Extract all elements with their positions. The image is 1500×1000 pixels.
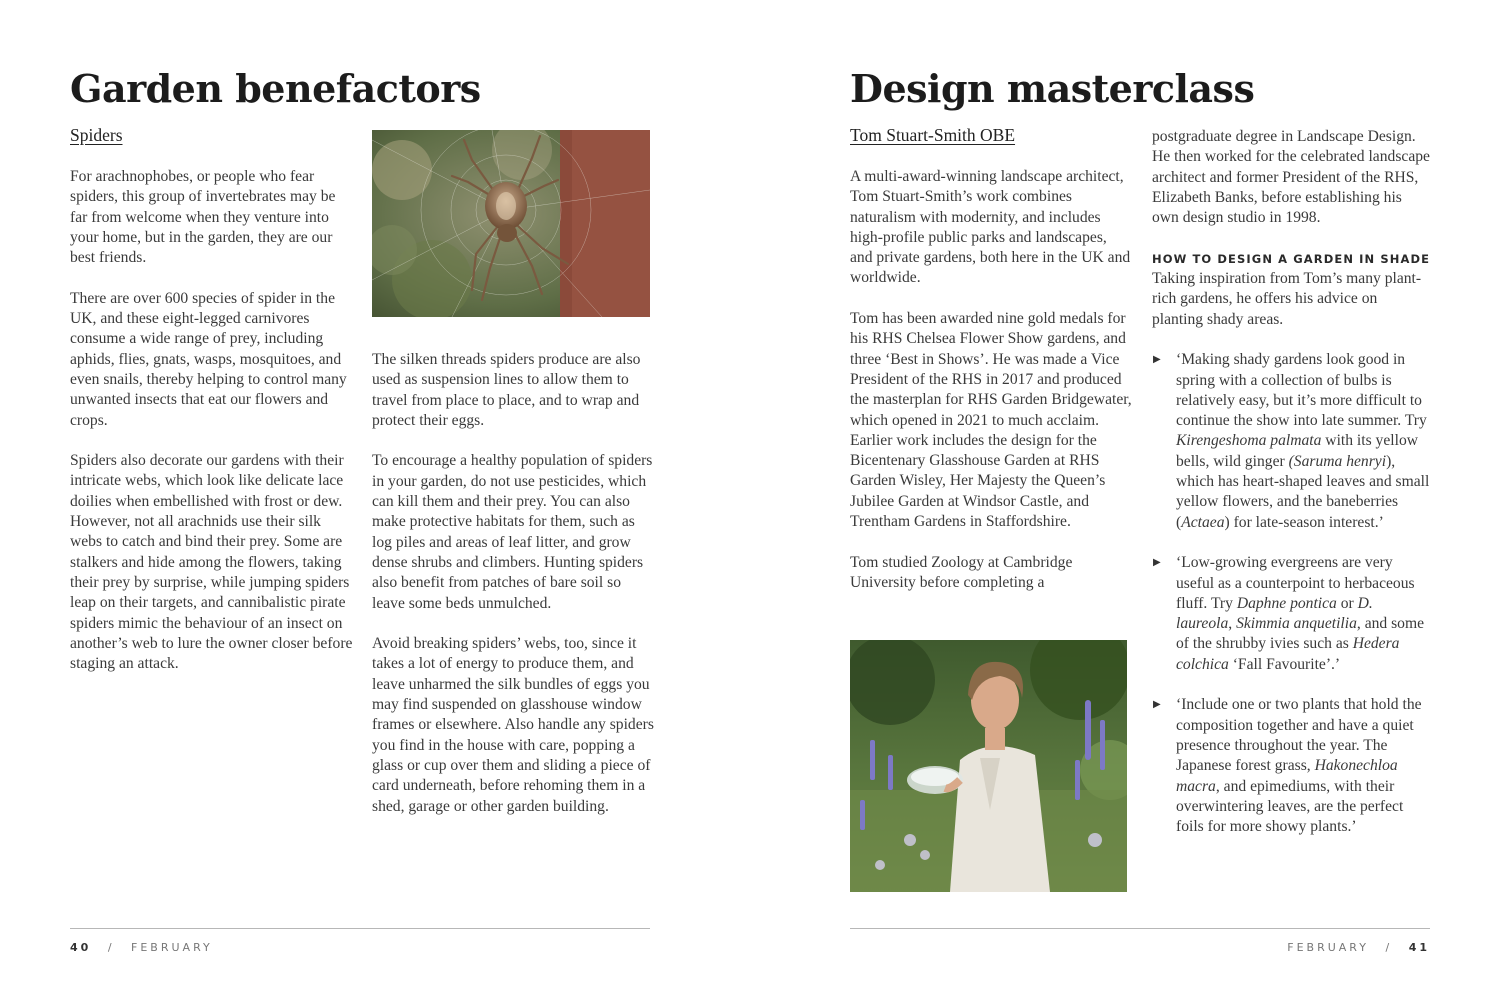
right-column-2: [1152, 127, 1432, 837]
section-intro: Taking inspiration from Tom’s many plant-rich gardens, he offers his advice on planting shady areas.: [1152, 270, 1422, 328]
portrait-photo: [850, 640, 1127, 892]
left-folio: [70, 941, 213, 954]
italic-plant-name: Hedera colchica: [1176, 635, 1400, 673]
italic-plant-name: Skimmia anquetilia: [1236, 615, 1357, 633]
right-folio: [1287, 941, 1430, 954]
right-page-subtitle: Tom Stuart-Smith OBE: [850, 125, 1016, 145]
paragraph: Tom studied Zoology at Cambridge University before completing a: [850, 553, 1073, 591]
paragraph: To encourage a healthy population of spiders in your garden, do not use pesticides, which can kill them and their prey. You can also make protective habitats for them, such as log piles and areas of leaf litter, and grow dense shrubs and climbers. Hunting spiders also benefit from patches of bare soil so leave some beds unmulched.: [372, 452, 653, 612]
page-number: 41: [1408, 941, 1430, 954]
list-item: [1152, 695, 1432, 837]
italic-plant-name: Hakonechloa macra: [1176, 757, 1398, 795]
paragraph: Spiders also decorate our gardens with their intricate webs, which look like delicate lace doilies when embellished with frost or dew. However, not all arachnids use their silk webs to catch and bind their prey. Some are stalkers and hide among the flowers, taking their prey by surprise, while jumping spiders leap on their targets, and cannibalistic pirate spiders mimic the behaviour of an insect on another’s web to lure the owner closer before staging an attack.: [70, 452, 353, 673]
text-run: , and epimediums, with their overwintering leaves, are the perfect foils for more showy plants.’: [1176, 777, 1404, 836]
italic-plant-name: Daphne pontica: [1236, 594, 1337, 612]
italic-plant-name: D. laureola: [1176, 594, 1373, 633]
spider-on-web-image: [372, 130, 650, 317]
left-column-1: [70, 167, 355, 674]
paragraph: Tom has been awarded nine gold medals for his RHS Chelsea Flower Show gardens, and three ‘Best in Shows’. He was made a Vice President of the RHS in 2017 and produced the masterplan for RHS Garden Bridgewater, which opened in 2021 to much acclaim. Earlier work includes the design for the Bicentenary Glasshouse Garden at RHS Garden Wisley, Her Majesty the Queen’s Jubilee Garden at Windsor Castle, and Trentham Gardens in Staffordshire.: [850, 310, 1132, 531]
text-run: ‘Low-growing evergreens are very useful as a counterpoint to herbaceous fluff. Try: [1176, 554, 1415, 612]
paragraph: The silken threads spiders produce are also used as suspension lines to allow them to travel from place to place, and to wrap and protect their eggs.: [372, 351, 641, 429]
text-run: or: [1336, 594, 1358, 612]
text-run: ), which has heart-shaped leaves and small yellow flowers, and the baneberries (: [1176, 452, 1430, 531]
text-run: ‘Fall Favourite’.’: [1228, 655, 1341, 673]
right-footer-rule: [850, 928, 1430, 929]
running-header: FEBRUARY: [131, 941, 213, 954]
text-run: ‘Include one or two plants that hold the composition together and have a quiet presence throughout the year. The Japanese forest grass,: [1176, 696, 1422, 775]
text-run: , and some of the shrubby ivies such as: [1176, 615, 1425, 653]
list-item: [1152, 350, 1432, 533]
italic-plant-name: Kirengeshoma palmata: [1176, 432, 1322, 450]
right-triangle-bullet-icon: ▶: [1153, 557, 1161, 569]
running-header: FEBRUARY: [1287, 941, 1369, 954]
section-heading: HOW TO DESIGN A GARDEN IN SHADE: [1152, 251, 1431, 266]
italic-plant-name: (Saruma henryi: [1288, 452, 1387, 470]
paragraph: postgraduate degree in Landscape Design. He then worked for the celebrated landscape architect and former President of the RHS, Elizabeth Banks, before establishing his own design studio in 1998.: [1152, 128, 1430, 227]
text-run: ,: [1228, 615, 1237, 633]
man-in-garden-image: [850, 640, 1127, 892]
list-item: [1152, 553, 1432, 675]
left-page-subtitle: Spiders: [70, 125, 123, 145]
paragraph: There are over 600 species of spider in the UK, and these eight-legged carnivores consume a wide range of prey, including aphids, flies, gnats, wasps, mosquitoes, and even snails, thereby helping to control many unwanted insects that eat our flowers and crops.: [70, 289, 347, 429]
text-run: ) for late-season interest.’: [1224, 513, 1384, 531]
paragraph: For arachnophobes, or people who fear spiders, this group of invertebrates may be far from welcome when they venture into your home, but in the garden, they are our best friends.: [70, 168, 336, 267]
left-footer-rule: [70, 928, 650, 929]
paragraph: A multi-award-winning landscape architect, Tom Stuart-Smith’s work combines naturalism with modernity, and includes high-profile public parks and landscapes, and private gardens, both here in the UK and worldwide.: [850, 168, 1131, 287]
left-page-title: Garden benefactors: [70, 66, 481, 111]
advice-list: [1152, 350, 1432, 837]
text-run: ‘Making shady gardens look good in spring with a collection of bulbs is relatively easy, but it’s more difficult to continue the show into late summer. Try: [1176, 351, 1427, 430]
right-triangle-bullet-icon: ▶: [1153, 699, 1161, 711]
right-column-1: [850, 167, 1132, 593]
right-triangle-bullet-icon: ▶: [1153, 354, 1161, 366]
folio-separator: /: [1385, 941, 1393, 954]
folio-separator: /: [107, 941, 115, 954]
right-page-title: Design masterclass: [850, 66, 1255, 111]
page-number: 40: [70, 941, 92, 954]
spider-photo: [372, 130, 650, 317]
italic-plant-name: Actaea: [1181, 513, 1225, 531]
paragraph: Avoid breaking spiders’ webs, too, since it takes a lot of energy to produce them, and leave unharmed the silk bundles of eggs you may find suspended on glasshouse window frames or elsewhere. Also handle any spiders you find in the house with care, popping a glass or cup over them and sliding a piece of card underneath, before rehoming them in a shed, garage or other garden building.: [372, 635, 654, 815]
text-run: with its yellow bells, wild ginger: [1176, 432, 1418, 470]
left-column-2: [372, 350, 654, 817]
